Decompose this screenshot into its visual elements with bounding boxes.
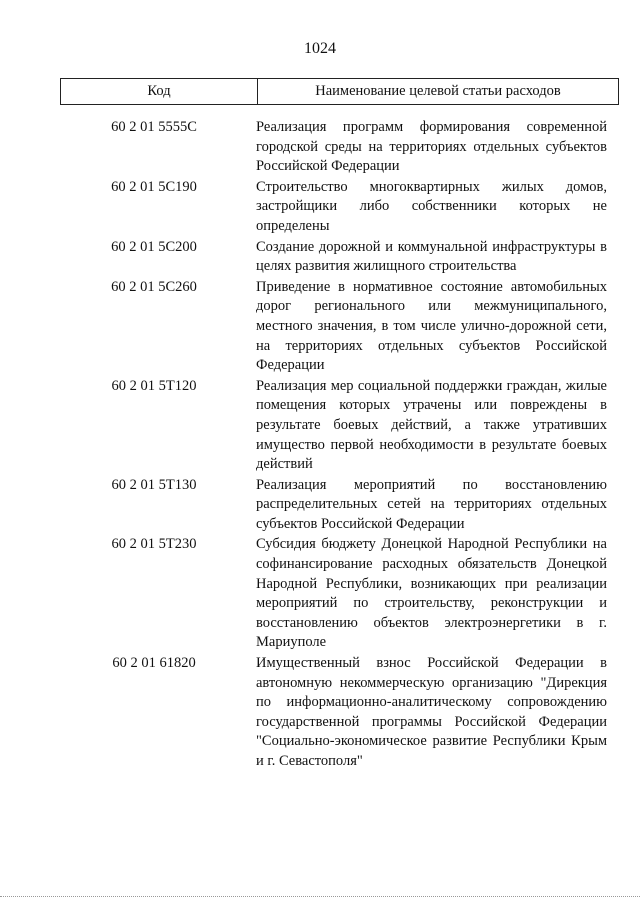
row-code: 60 2 01 5C260 [111,278,197,295]
table-row [60,278,619,376]
row-description: Реализация мероприятий по восстановлению распределительных сетей на территориях отдельных субъектов Российской Федерации [256,476,607,532]
header-name-label: Наименование целевой статьи расходов [315,83,561,99]
row-code: 60 2 01 5555C [111,119,197,135]
row-description: Реализация мер социальной поддержки граждан, жилые помещения которых утрачены или повреждены в результате боевых действий, а также утративших имущество первой необходимости в результате боевых действий [256,377,607,473]
header-code-label: Код [61,79,258,104]
table-header [60,78,619,105]
row-code: 60 2 01 5C200 [111,238,197,255]
table-row [60,377,619,475]
bottom-scan-edge [0,896,640,899]
row-code: 60 2 01 5T120 [111,377,197,394]
table-row [60,238,619,277]
row-description: Реализация программ формирования современной городской среды на территориях отдельных субъектов Российской Федерации [256,119,607,175]
row-code: 60 2 01 5C190 [111,178,197,195]
row-description: Приведение в нормативное состояние автомобильных дорог регионального или межмуниципального, местного значения, в том числе улично-дорожной сети, на территориях отдельных субъектов Российской Федерации [256,278,607,374]
row-description: Имущественный взнос Российской Федерации в автономную некоммерческую организацию "Дирекция по информационно-аналитическому сопровождению государственной программы Российской Федерации "Социально-экономическое развитие Республики Крым и г. Севастополя" [256,655,607,769]
table-row [60,476,619,535]
row-description: Создание дорожной и коммунальной инфраструктуры в целях развития жилищного строительства [256,238,607,275]
row-code: 60 2 01 5T230 [111,536,197,553]
table-row [60,654,619,772]
row-description: Строительство многоквартирных жилых домов, застройщики либо собственники которых не определены [256,178,607,234]
table-body [60,118,619,773]
row-code: 60 2 01 5T130 [111,476,197,493]
row-description: Субсидия бюджету Донецкой Народной Республики на софинансирование расходных обязательств Донецкой Народной Республики, возникающих при реализации мероприятий по строительству, реконструкции и восстановлению объектов электроэнергетики в г. Мариуполе [256,536,607,651]
table-row [60,118,619,177]
table-row [60,535,619,653]
page-number: 1024 [304,40,336,57]
table-row [60,178,619,237]
row-code: 60 2 01 61820 [112,655,196,672]
